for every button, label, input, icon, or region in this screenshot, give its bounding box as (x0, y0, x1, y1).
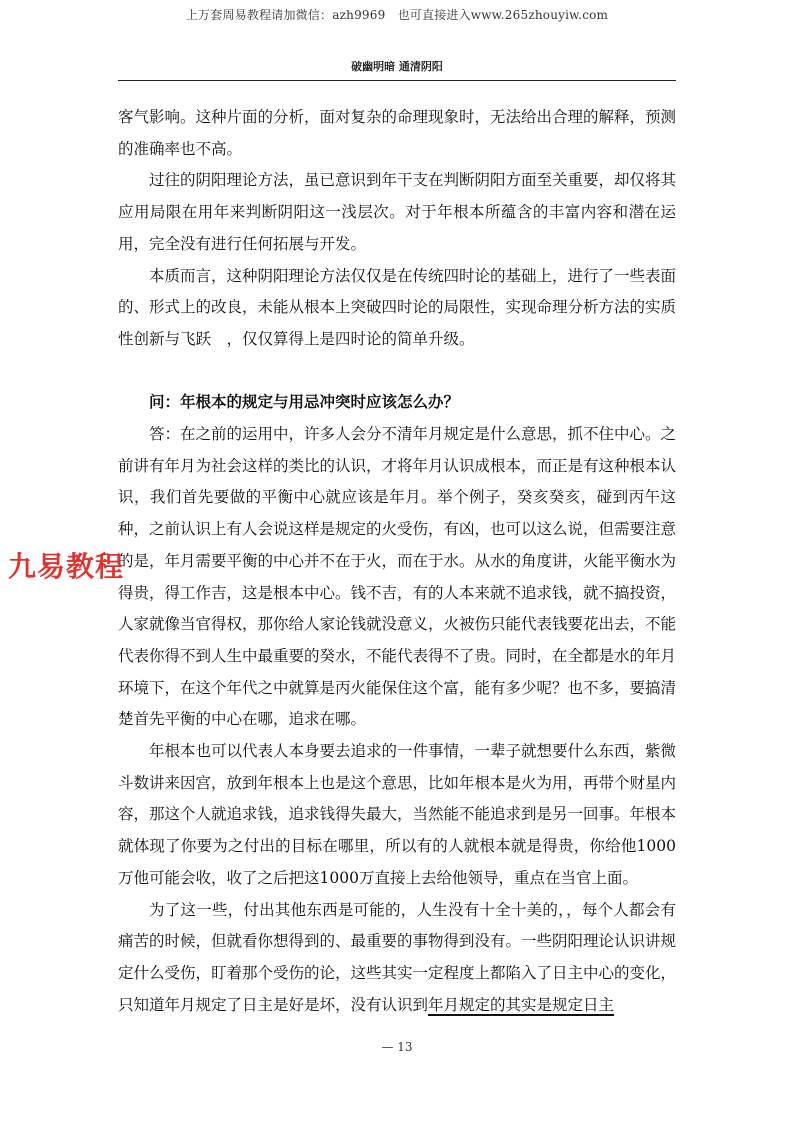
header-rule (118, 80, 676, 81)
paragraph-continuation: 客气影响。这种片面的分析，面对复杂的命理现象时，无法给出合理的解释，预测的准确率也不高。 (118, 108, 677, 158)
paragraph-text: 为了这一些，付出其他东西是可能的，人生没有十全十美的，，每个人都会有痛苦的时候，但就看你想得到的、最重要的事物得到没有。一些阴阳理论认识讲规定什么受伤，盯着那个受伤的论，这些其实一定程度上都陷入了日主中心的变化，只知道年月规定了日主是好是坏，没有认识到 (118, 900, 677, 1014)
paragraph: 过往的阴阳理论方法，虽已意识到年干支在判断阴阳方面至关重要，却仅将其应用局限在用年来判断阴阳这一浅层次。对于年根本所蕴含的丰富内容和潜在运用，完全没有进行任何拓展与开发。 (118, 171, 677, 253)
document-body (118, 102, 676, 1021)
underlined-emphasis: 年月规定的其实是规定日主 (428, 995, 615, 1014)
running-header-title: 破幽明暗 通清阴阳 (351, 60, 443, 73)
paragraph-spacer (118, 356, 676, 388)
page-number: — 13 (381, 1040, 413, 1054)
paragraph (118, 895, 676, 1022)
paragraph: 本质而言，这种阴阳理论方法仅仅是在传统四时论的基础上，进行了一些表面的、形式上的改良，未能从根本上突破四时论的局限性，实现命理分析方法的实质性创新与飞跃 ，仅仅算得上是四时论的简单升级。 (118, 266, 677, 348)
question-heading: 问：年根本的规定与用忌冲突时应该怎么办？ (149, 393, 460, 412)
answer-paragraph: 答：在之前的运用中，许多人会分不清年月规定是什么意思，抓不住中心。之前讲有年月为社会这样的类比的认识，才将年月认识成根本，而正是有这种根本认识，我们首先要做的平衡中心就应该是年月。举个例子，癸亥癸亥，碰到丙午这种，之前认识上有人会说这样是规定的火受伤，有凶，也可以这么说，但需要注意的是，年月需要平衡的中心并不在于火，而在于水。从水的角度讲，火能平衡水为得贵，得工作吉，这是根本中心。钱不吉，有的人本来就不追求钱，就不搞投资，人家就像当官得权，那你给人家论钱就没意义，火被伤只能代表钱要花出去，不能代表你得不到人生中最重要的癸水，不能代表得不了贵。同时，在全都是水的年月环境下，在这个年代之中就算是丙火能保住这个富，能有多少呢？也不多，要搞清楚首先平衡的中心在哪，追求在哪。 (118, 425, 677, 729)
paragraph: 年根本也可以代表人本身要去追求的一件事情，一辈子就想要什么东西，紫微斗数讲来因宫，放到年根本上也是这个意思，比如年根本是火为用，再带个财星内容，那这个人就追求钱，追求钱得失最大，当然能不能追求到是另一回事。年根本就体现了你要为之付出的目标在哪里，所以有的人就根本就是得贵，你给他1000万他可能会收，收了之后把这1000万直接上去给他领导，重点在当官上面。 (118, 742, 677, 887)
watermark-logo: 九易教程 (8, 550, 125, 583)
top-banner: 上万套周易教程请加微信：azh9969 也可直接进入www.265zhouyiw.com (185, 8, 609, 22)
